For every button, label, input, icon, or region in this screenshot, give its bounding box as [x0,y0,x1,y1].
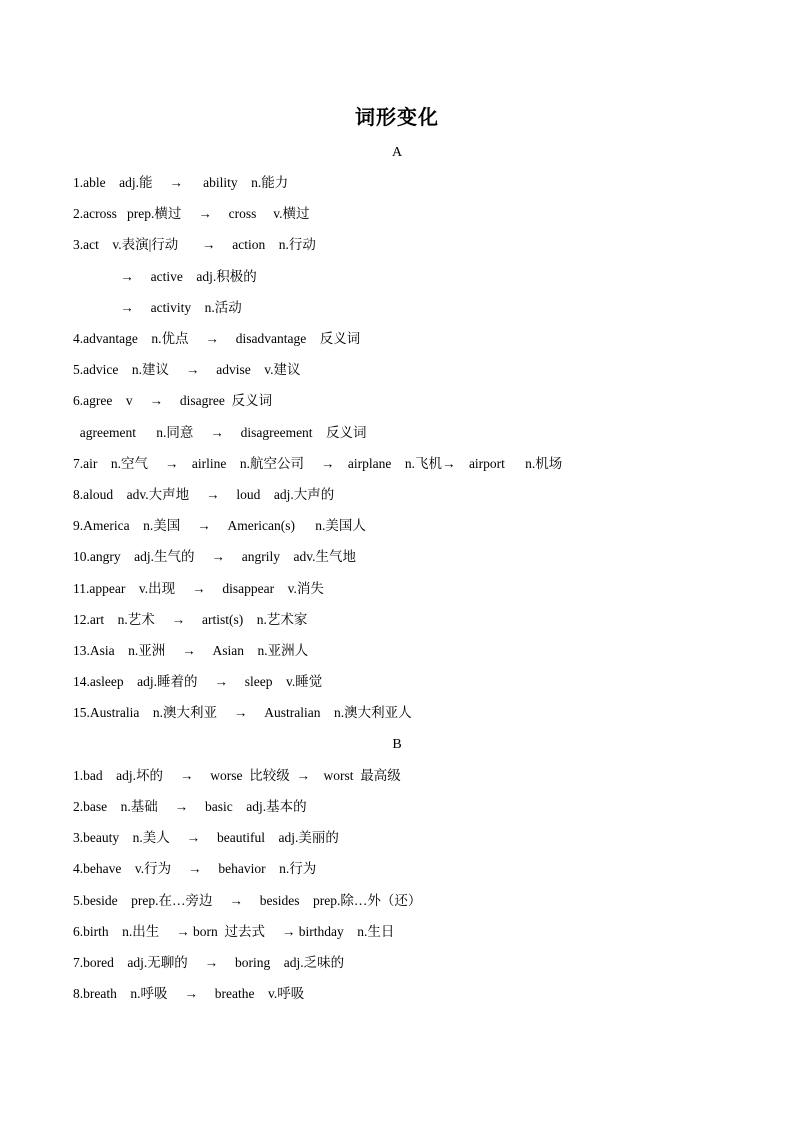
entry-line: 15.Australia n.澳大利亚 → Australian n.澳大利亚人 [73,705,412,720]
entry-line: → active adj.积极的 [73,269,257,284]
entry-line: 5.advice n.建议 → advise v.建议 [73,362,301,377]
entry-line: 12.art n.艺术 → artist(s) n.艺术家 [73,612,308,627]
entry-line: 13.Asia n.亚洲 → Asian n.亚洲人 [73,643,309,658]
entry-line: 6.birth n.出生 → born 过去式 → birthday n.生日 [73,924,395,939]
entry-line: 11.appear v.出现 → disappear v.消失 [73,581,324,596]
entry-line: 1.bad adj.坏的 → worse 比较级 → worst 最高级 [73,768,401,783]
entry-line: 7.air n.空气 → airline n.航空公司 → airplane n.飞机→ airport n.机场 [73,456,563,471]
section-header-b: B [392,737,402,752]
entry-line: 9.America n.美国 → American(s) n.美国人 [73,518,366,533]
section-header-a: A [391,145,403,160]
entry-line: 3.act v.表演|行动 → action n.行动 [73,237,316,252]
entry-line: 6.agree v → disagree 反义词 [73,393,273,408]
entry-line: 3.beauty n.美人 → beautiful adj.美丽的 [73,830,339,845]
entry-line: 14.asleep adj.睡着的 → sleep v.睡觉 [73,674,323,689]
entry-line: 4.advantage n.优点 → disadvantage 反义词 [73,331,361,346]
entry-line: 4.behave v.行为 → behavior n.行为 [73,861,317,876]
page-title: 词形变化 [355,107,439,129]
entry-line: 8.aloud adv.大声地 → loud adj.大声的 [73,487,335,502]
entry-line: 2.base n.基础 → basic adj.基本的 [73,799,307,814]
entry-line: 7.bored adj.无聊的 → boring adj.乏味的 [73,955,345,970]
entry-line: 1.able adj.能 → ability n.能力 [73,175,289,190]
entry-line: 5.beside prep.在…旁边 → besides prep.除…外（还） [73,893,422,908]
entry-line: 2.across prep.横过 → cross v.横过 [73,206,310,221]
entry-line: 10.angry adj.生气的 → angrily adv.生气地 [73,549,356,564]
entry-line: → activity n.活动 [73,300,242,315]
entry-line: agreement n.同意 → disagreement 反义词 [73,425,367,440]
entry-line: 8.breath n.呼吸 → breathe v.呼吸 [73,986,305,1001]
